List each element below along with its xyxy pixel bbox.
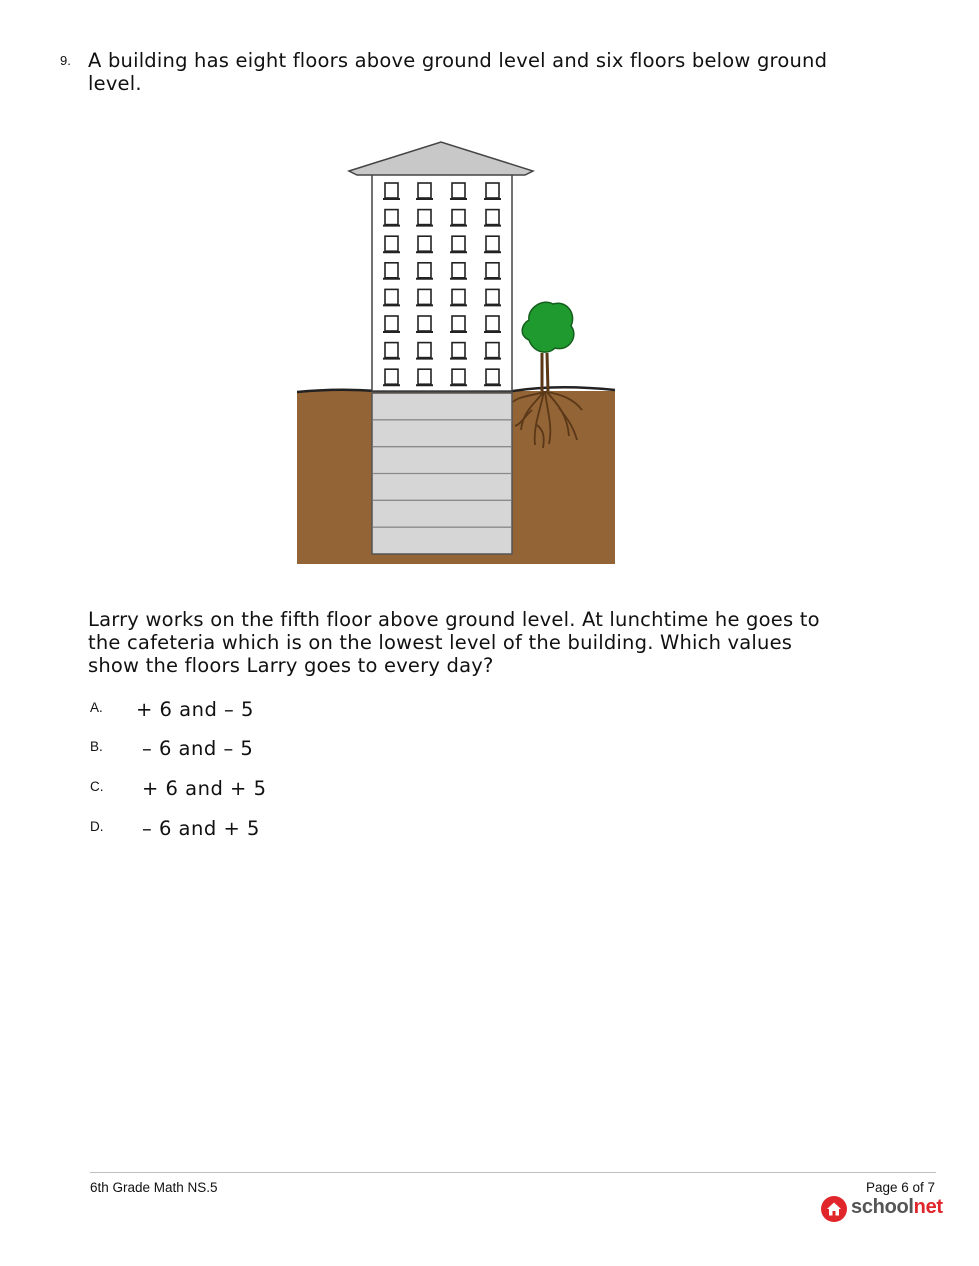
window xyxy=(416,236,433,252)
choice-text: + 6 and – 5 xyxy=(136,698,254,721)
tree-trunk xyxy=(542,353,548,391)
roof xyxy=(349,142,533,175)
window xyxy=(450,343,467,359)
window xyxy=(416,263,433,279)
window xyxy=(416,343,433,359)
choice-c[interactable] xyxy=(0,777,300,803)
question-text: A building has eight floors above ground level and six floors below ground level. xyxy=(88,49,828,95)
choice-text: – 6 and – 5 xyxy=(142,737,254,760)
footer-page-number: Page 6 of 7 xyxy=(865,1180,935,1195)
house-logo-icon xyxy=(820,1195,848,1223)
window xyxy=(450,263,467,279)
choice-text: – 6 and + 5 xyxy=(142,817,260,840)
window xyxy=(383,343,400,359)
window xyxy=(416,210,433,226)
choice-text: + 6 and + 5 xyxy=(142,777,267,800)
window xyxy=(484,236,501,252)
window xyxy=(383,210,400,226)
window xyxy=(484,263,501,279)
window xyxy=(484,343,501,359)
window xyxy=(450,236,467,252)
question-number: 9. xyxy=(60,53,71,68)
choice-d[interactable] xyxy=(0,817,300,843)
window xyxy=(383,316,400,332)
logo-wordmark-net: net xyxy=(913,1196,943,1218)
choice-a[interactable] xyxy=(0,698,300,724)
window xyxy=(450,289,467,305)
logo-wordmark-school: school xyxy=(851,1196,914,1218)
window xyxy=(416,289,433,305)
window xyxy=(383,369,400,385)
question-prompt: Larry works on the fifth floor above ground level. At lunchtime he goes to the cafeteria which is on the lowest level of the building. Which values show the floors Larry goes to every day? xyxy=(88,608,820,677)
window xyxy=(450,210,467,226)
choice-b[interactable] xyxy=(0,737,300,763)
window xyxy=(484,316,501,332)
window xyxy=(450,369,467,385)
window xyxy=(416,183,433,199)
window xyxy=(450,316,467,332)
choice-letter: A. xyxy=(90,700,103,715)
window xyxy=(383,289,400,305)
window xyxy=(484,183,501,199)
choice-letter: C. xyxy=(90,779,104,794)
footer-divider xyxy=(90,1172,936,1173)
window xyxy=(484,289,501,305)
window xyxy=(484,210,501,226)
choice-letter: B. xyxy=(90,739,103,754)
window xyxy=(416,369,433,385)
building-figure xyxy=(297,140,615,564)
choice-letter: D. xyxy=(90,819,104,834)
footer-course-title: 6th Grade Math NS.5 xyxy=(90,1180,218,1195)
tree-canopy xyxy=(522,302,574,352)
window xyxy=(484,369,501,385)
schoolnet-logo xyxy=(820,1194,943,1224)
window xyxy=(383,236,400,252)
window xyxy=(383,183,400,199)
window xyxy=(383,263,400,279)
window xyxy=(450,183,467,199)
window xyxy=(416,316,433,332)
